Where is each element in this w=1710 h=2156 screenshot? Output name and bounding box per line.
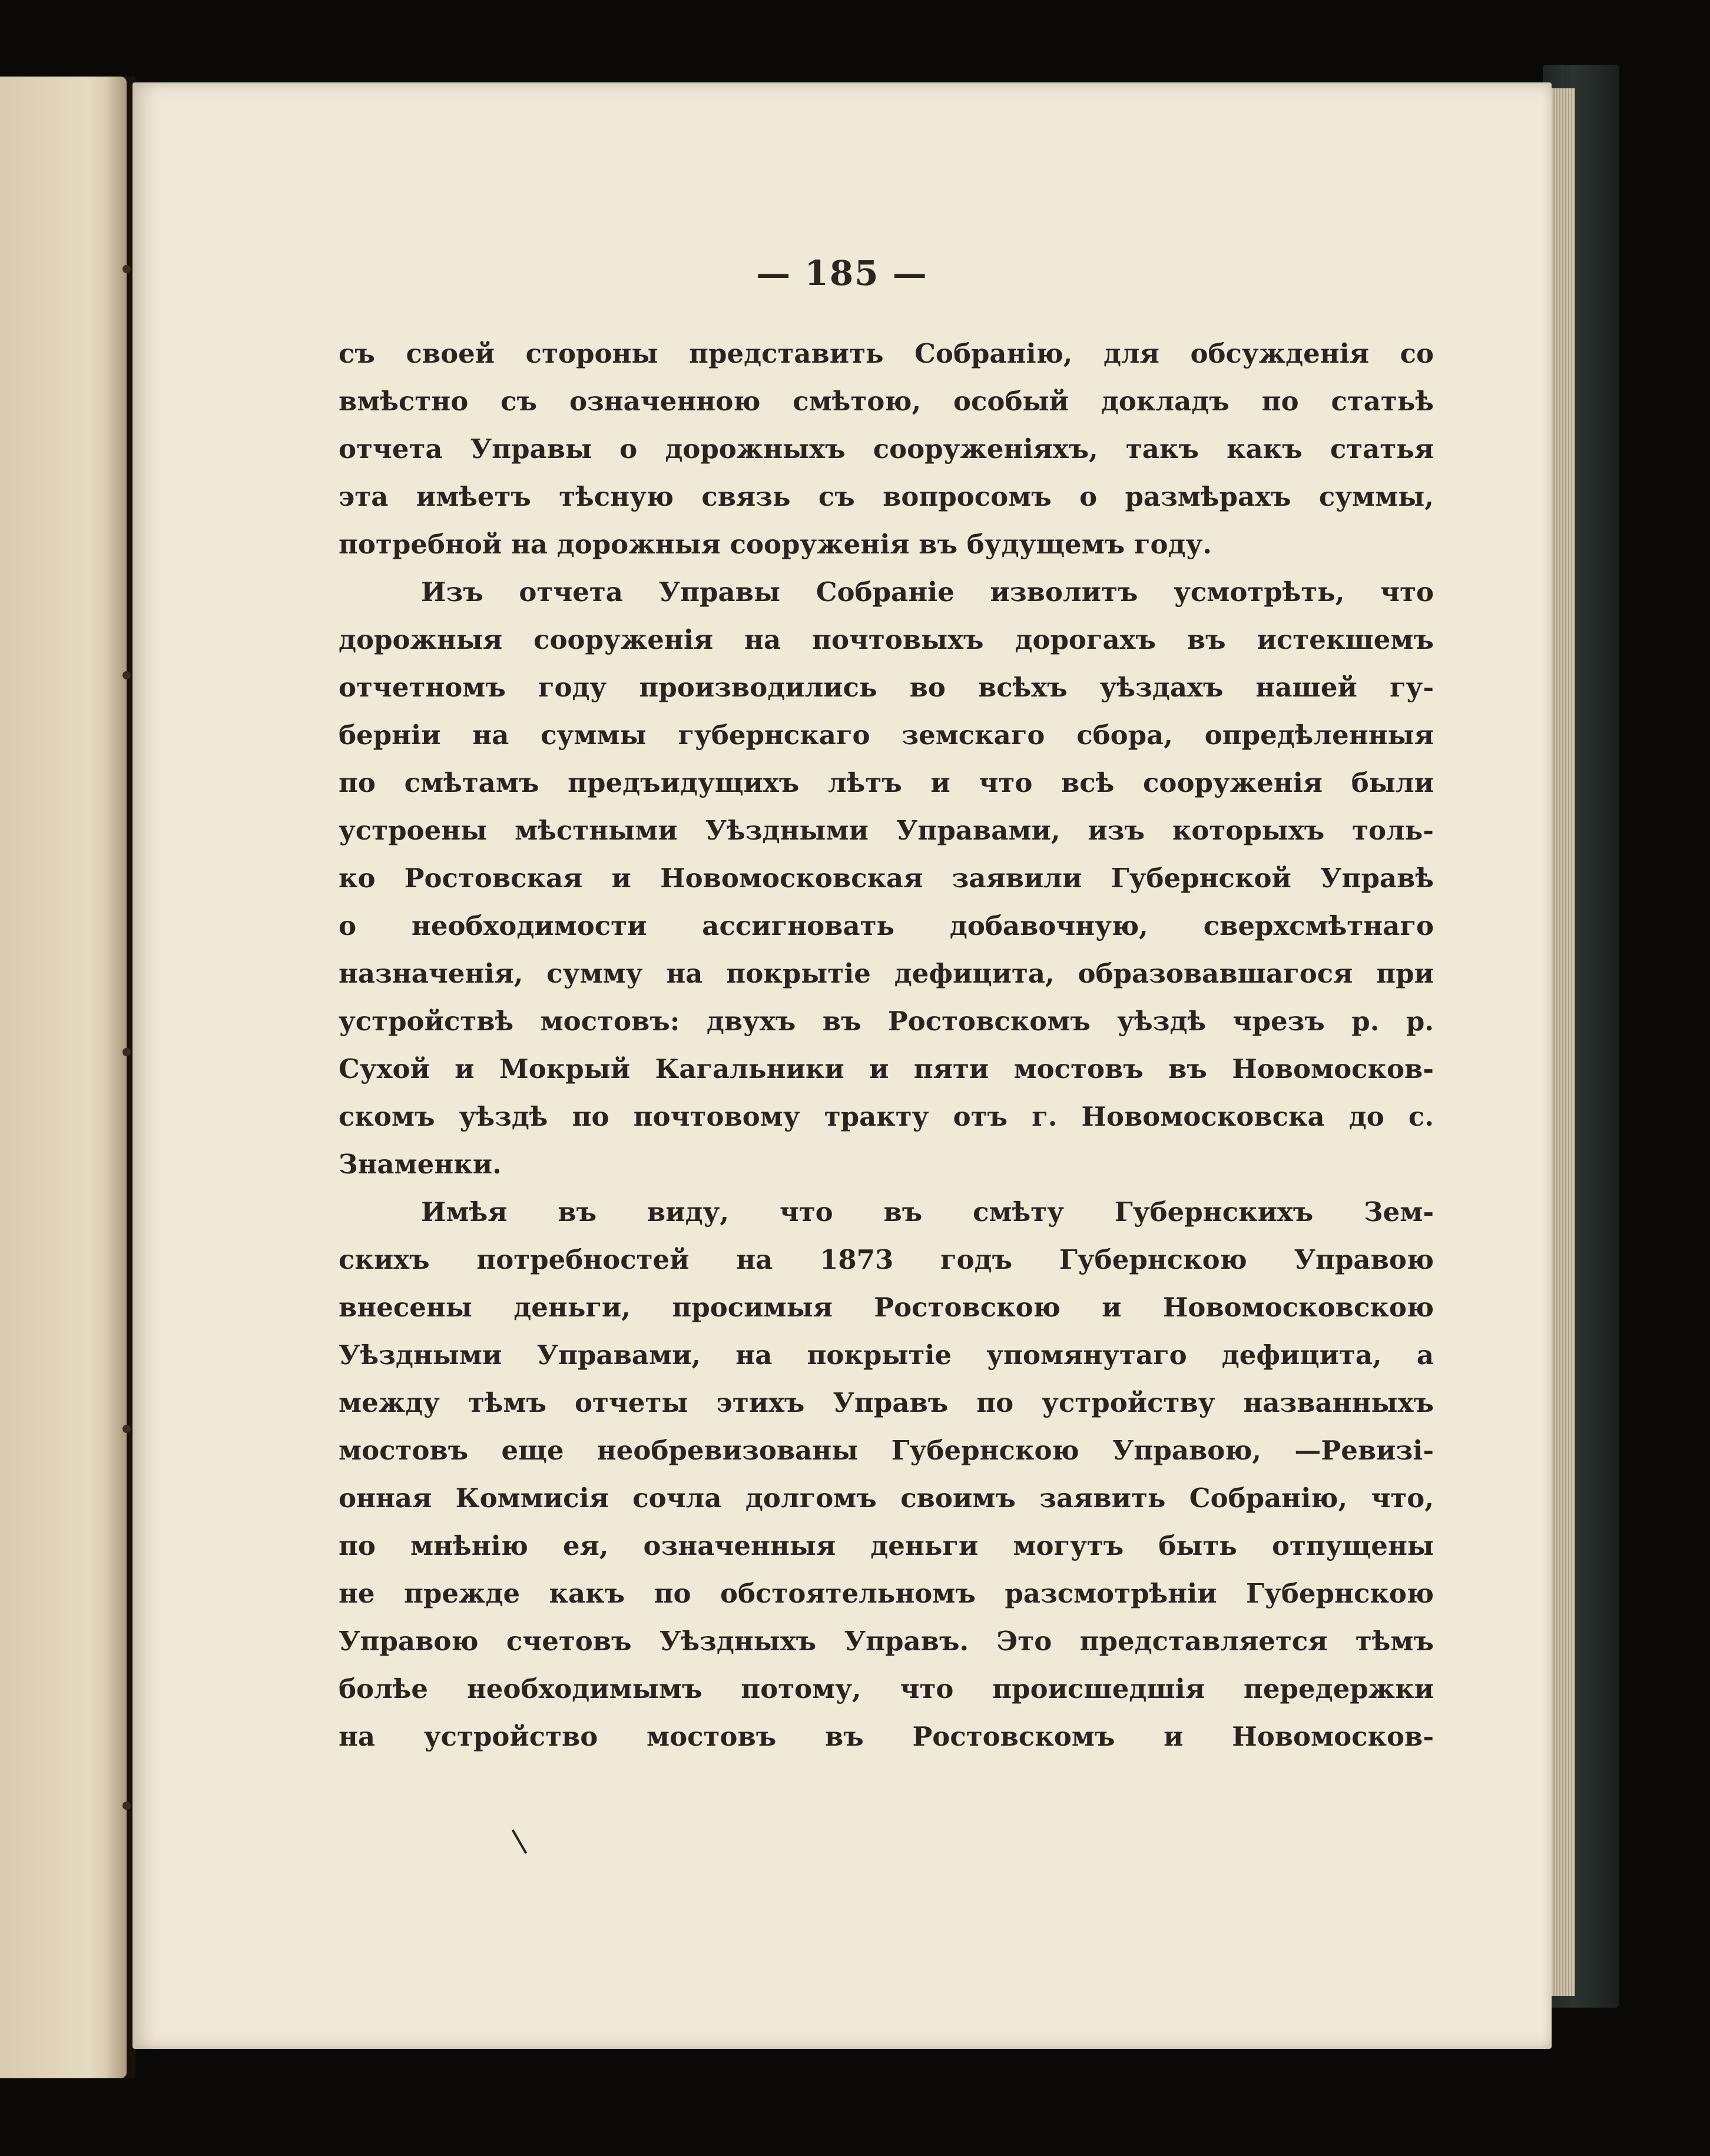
text-line: отчетномъ году производились во всѣхъ уѣздахъ нашей гу- [339, 672, 1434, 703]
text-line: по мнѣнію ея, означенныя деньги могутъ быть отпущены [339, 1530, 1434, 1561]
text-line: эта имѣетъ тѣсную связь съ вопросомъ о размѣрахъ суммы, [339, 481, 1434, 512]
text-line: Управою счетовъ Уѣздныхъ Управъ. Это представляется тѣмъ [339, 1626, 1434, 1657]
text-line: устроены мѣстными Уѣздными Управами, изъ которыхъ толь- [339, 815, 1434, 846]
text-line: скихъ потребностей на 1873 годъ Губернскою Управою [339, 1244, 1434, 1275]
text-line: Сухой и Мокрый Кагальники и пяти мостовъ въ Новомосков- [339, 1053, 1434, 1084]
text-line: не прежде какъ по обстоятельномъ разсмотрѣніи Губернскою [339, 1578, 1434, 1609]
text-line: онная Коммисія сочла долгомъ своимъ заявить Собранію, что, [339, 1482, 1434, 1514]
text-line: Знаменки. [339, 1149, 502, 1180]
text-line: вмѣстно съ означенною смѣтою, особый докладъ по статьѣ [339, 386, 1434, 417]
text-line: назначенія, сумму на покрытіе дефицита, образовавшагося при [339, 958, 1434, 989]
text-line: скомъ уѣздѣ по почтовому тракту отъ г. Новомосковска до с. [339, 1101, 1434, 1132]
text-line: ко Ростовская и Новомосковская заявили Губернской Управѣ [339, 863, 1434, 894]
text-line: мостовъ еще необревизованы Губернскою Управою, —Ревизі- [339, 1435, 1434, 1466]
book-page [132, 82, 1552, 2049]
gutter-shadow [106, 77, 135, 2078]
text-line: дорожныя сооруженія на почтовыхъ дорогахъ въ истекшемъ [339, 624, 1434, 655]
text-line: съ своей стороны представить Собранію, для обсужденія со [339, 338, 1434, 369]
text-line: Изъ отчета Управы Собраніе изволитъ усмотрѣть, что [421, 576, 1434, 608]
body-text [339, 330, 1434, 1760]
text-line: о необходимости ассигновать добавочную, сверхсмѣтнаго [339, 910, 1434, 941]
text-line: Имѣя въ виду, что въ смѣту Губернскихъ Зем- [421, 1196, 1434, 1228]
text-line: на устройство мостовъ въ Ростовскомъ и Новомосков- [339, 1721, 1434, 1752]
text-line: болѣе необходимымъ потому, что происшедшія передержки [339, 1673, 1434, 1704]
page-number: — 185 — [756, 253, 928, 293]
text-line: потребной на дорожныя сооруженія въ будущемъ году. [339, 529, 1212, 560]
text-line: устройствѣ мостовъ: двухъ въ Ростовскомъ уѣздѣ чрезъ р. р. [339, 1006, 1434, 1037]
binding-stitch [122, 265, 131, 273]
binding-stitch [122, 671, 131, 679]
binding-stitch [122, 1425, 131, 1433]
text-line: Уѣздными Управами, на покрытіе упомянутаго дефицита, а [339, 1339, 1434, 1371]
text-line: между тѣмъ отчеты этихъ Управъ по устройству названныхъ [339, 1387, 1434, 1418]
text-line: внесены деньги, просимыя Ростовскою и Новомосковскою [339, 1292, 1434, 1323]
text-line: по смѣтамъ предъидущихъ лѣтъ и что всѣ сооруженія были [339, 767, 1434, 798]
binding-stitch [122, 1802, 131, 1810]
text-line: берніи на суммы губернскаго земскаго сбора, опредѣленныя [339, 719, 1434, 751]
binding-stitch [122, 1048, 131, 1056]
text-line: отчета Управы о дорожныхъ сооруженіяхъ, такъ какъ статья [339, 433, 1434, 465]
